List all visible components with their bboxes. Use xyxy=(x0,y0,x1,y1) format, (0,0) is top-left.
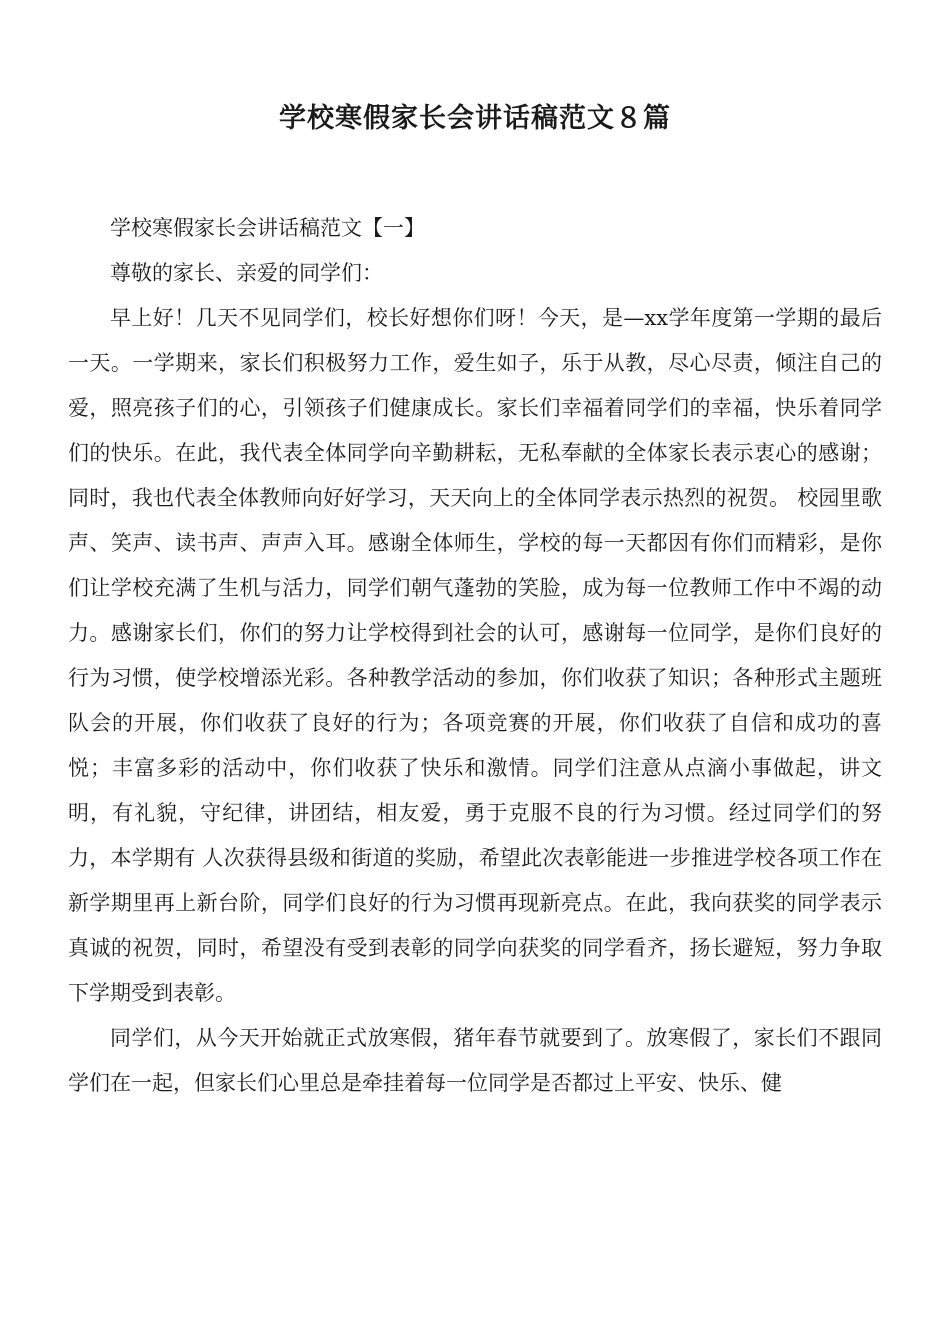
document-body xyxy=(68,206,882,1106)
paragraph: 早上好！几天不见同学们，校长好想你们呀！今天，是—xx学年度第一学期的最后一天。一学期来，家长们积极努力工作，爱生如子，乐于从教，尽心尽责，倾注自己的爱，照亮孩子们的心，引领孩子们健康成长。家长们幸福着同学们的幸福，快乐着同学们的快乐。在此，我代表全体同学向辛勤耕耘，无私奉献的全体家长表示衷心的感谢；同时，我也代表全体教师向好好学习，天天向上的全体同学表示热烈的祝贺。 校园里歌声、笑声、读书声、声声入耳。感谢全体师生，学校的每一天都因有你们而精彩，是你们让学校充满了生机与活力，同学们朝气蓬勃的笑脸，成为每一位教师工作中不竭的动力。感谢家长们，你们的努力让学校得到社会的认可，感谢每一位同学，是你们良好的行为习惯，使学校增添光彩。各种教学活动的参加，你们收获了知识；各种形式主题班队会的开展，你们收获了良好的行为；各项竞赛的开展，你们收获了自信和成功的喜悦；丰富多彩的活动中，你们收获了快乐和激情。同学们注意从点滴小事做起，讲文明，有礼貌，守纪律，讲团结，相友爱，勇于克服不良的行为习惯。经过同学们的努力，本学期有 人次获得县级和街道的奖励，希望此次表彰能进一步推进学校各项工作在新学期里再上新台阶，同学们良好的行为习惯再现新亮点。在此，我向获奖的同学表示真诚的祝贺，同时，希望没有受到表彰的同学向获奖的同学看齐，扬长避短，努力争取下学期受到表彰。 xyxy=(68,306,882,1005)
paragraph: 同学们，从今天开始就正式放寒假，猪年春节就要到了。放寒假了，家长们不跟同学们在一起，但家长们心里总是牵挂着每一位同学是否都过上平安、快乐、健 xyxy=(68,1026,882,1095)
salutation: 尊敬的家长、亲爱的同学们： xyxy=(110,261,383,285)
section-heading: 学校寒假家长会讲话稿范文【一】 xyxy=(110,216,425,240)
document-title: 学校寒假家长会讲话稿范文８篇 xyxy=(279,103,671,134)
